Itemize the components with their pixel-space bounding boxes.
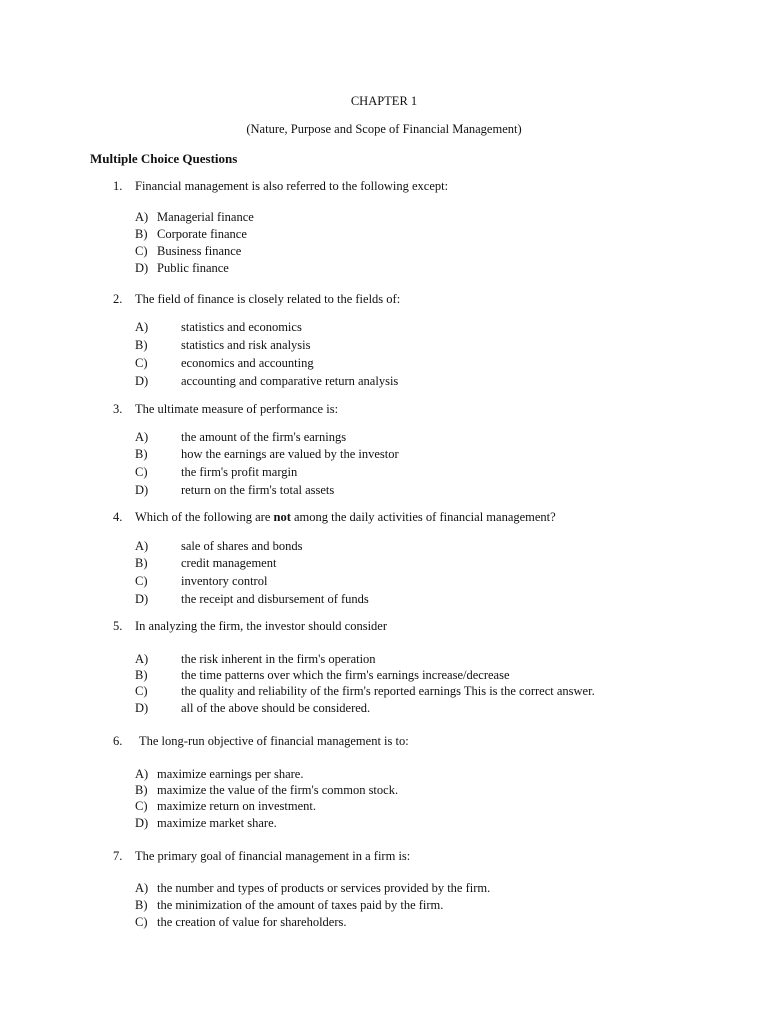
question-2 — [113, 293, 400, 306]
question-number: 5. — [113, 619, 123, 633]
question-4-option-a — [135, 540, 303, 553]
option-letter: A) — [135, 430, 149, 444]
option-text: the amount of the firm's earnings — [181, 430, 347, 444]
option-text: Public finance — [157, 261, 229, 275]
question-6 — [113, 735, 409, 748]
question-5-option-b — [135, 669, 510, 682]
option-letter: B) — [135, 338, 148, 352]
question-number: 1. — [113, 179, 123, 193]
option-text: statistics and economics — [181, 320, 302, 334]
option-text: Managerial finance — [157, 210, 254, 224]
question-5 — [113, 620, 387, 633]
option-text: statistics and risk analysis — [181, 338, 311, 352]
option-letter: B) — [135, 447, 148, 461]
chapter-subtitle: (Nature, Purpose and Scope of Financial Management) — [246, 122, 522, 136]
option-text: the quality and reliability of the firm's reported earnings This is the correct answer. — [181, 684, 595, 698]
question-text-after: among the daily activities of financial management? — [290, 510, 556, 524]
question-4 — [113, 511, 556, 524]
option-letter: B) — [135, 898, 148, 912]
option-letter: A) — [135, 767, 149, 781]
option-letter: D) — [135, 483, 149, 497]
section-heading: Multiple Choice Questions — [90, 151, 238, 166]
option-letter: D) — [135, 261, 149, 275]
option-letter: B) — [135, 556, 148, 570]
question-text-emphasis: not — [273, 510, 291, 524]
option-text: the creation of value for shareholders. — [157, 915, 347, 929]
option-letter: B) — [135, 668, 148, 682]
option-text: maximize the value of the firm's common stock. — [157, 783, 399, 797]
option-text: Business finance — [157, 244, 242, 258]
question-3-option-c — [135, 466, 297, 479]
chapter-title: CHAPTER 1 — [350, 94, 418, 108]
question-4-option-d — [135, 593, 369, 606]
option-text: the receipt and disbursement of funds — [181, 592, 369, 606]
question-1-option-b — [135, 228, 247, 241]
question-5-option-c — [135, 685, 595, 698]
option-text: inventory control — [181, 574, 268, 588]
question-6-option-c — [135, 800, 316, 813]
option-letter: B) — [135, 783, 148, 797]
question-1 — [113, 180, 448, 193]
option-text: how the earnings are valued by the investor — [181, 447, 399, 461]
question-3 — [113, 403, 338, 416]
question-text: The long-run objective of financial management is to: — [139, 734, 409, 748]
option-letter: A) — [135, 881, 149, 895]
question-5-option-d — [135, 702, 370, 715]
option-letter: A) — [135, 652, 149, 666]
question-number: 3. — [113, 402, 123, 416]
question-number: 2. — [113, 292, 123, 306]
option-letter: C) — [135, 684, 148, 698]
question-number: 4. — [113, 510, 123, 524]
option-letter: B) — [135, 227, 148, 241]
option-text: maximize earnings per share. — [157, 767, 304, 781]
question-2-option-b — [135, 339, 311, 352]
question-2-option-d — [135, 375, 398, 388]
option-letter: A) — [135, 539, 149, 553]
option-text: the time patterns over which the firm's earnings increase/decrease — [181, 668, 510, 682]
option-letter: A) — [135, 210, 149, 224]
option-text: maximize market share. — [157, 816, 277, 830]
question-1-option-a — [135, 211, 254, 224]
option-text: accounting and comparative return analysis — [181, 374, 399, 388]
option-text: the firm's profit margin — [181, 465, 298, 479]
option-text: the number and types of products or services provided by the firm. — [157, 881, 491, 895]
option-letter: D) — [135, 374, 149, 388]
option-text: the minimization of the amount of taxes paid by the firm. — [157, 898, 444, 912]
question-6-option-a — [135, 768, 303, 781]
question-4-option-c — [135, 575, 267, 588]
question-7-option-a — [135, 882, 490, 895]
option-letter: C) — [135, 465, 148, 479]
option-letter: C) — [135, 915, 148, 929]
option-letter: C) — [135, 244, 148, 258]
option-text: all of the above should be considered. — [181, 701, 371, 715]
question-7-option-b — [135, 899, 443, 912]
question-number: 6. — [113, 734, 123, 748]
question-text: The field of finance is closely related to the fields of: — [135, 292, 401, 306]
question-6-option-d — [135, 817, 277, 830]
question-text: In analyzing the firm, the investor should consider — [135, 619, 388, 633]
question-3-option-a — [135, 431, 346, 444]
option-text: sale of shares and bonds — [181, 539, 303, 553]
option-letter: C) — [135, 574, 148, 588]
question-6-option-b — [135, 784, 398, 797]
option-text: economics and accounting — [181, 356, 314, 370]
question-3-option-b — [135, 448, 399, 461]
question-number: 7. — [113, 849, 123, 863]
question-3-option-d — [135, 484, 334, 497]
option-text: maximize return on investment. — [157, 799, 316, 813]
option-text: return on the firm's total assets — [181, 483, 335, 497]
option-letter: C) — [135, 799, 148, 813]
question-text: The ultimate measure of performance is: — [135, 402, 339, 416]
option-letter: D) — [135, 592, 149, 606]
question-5-option-a — [135, 653, 376, 666]
question-1-option-c — [135, 245, 241, 258]
question-1-option-d — [135, 262, 229, 275]
question-2-option-c — [135, 357, 314, 370]
option-text: the risk inherent in the firm's operation — [181, 652, 376, 666]
option-letter: A) — [135, 320, 149, 334]
question-2-option-a — [135, 321, 302, 334]
option-letter: D) — [135, 701, 149, 715]
question-text-before: Which of the following are — [135, 510, 274, 524]
option-letter: D) — [135, 816, 149, 830]
question-7 — [113, 850, 410, 863]
question-text: The primary goal of financial management in a firm is: — [135, 849, 411, 863]
option-letter: C) — [135, 356, 148, 370]
question-text: Financial management is also referred to the following except: — [135, 179, 449, 193]
question-7-option-c — [135, 916, 347, 929]
option-text: Corporate finance — [157, 227, 247, 241]
question-4-option-b — [135, 557, 276, 570]
option-text: credit management — [181, 556, 277, 570]
